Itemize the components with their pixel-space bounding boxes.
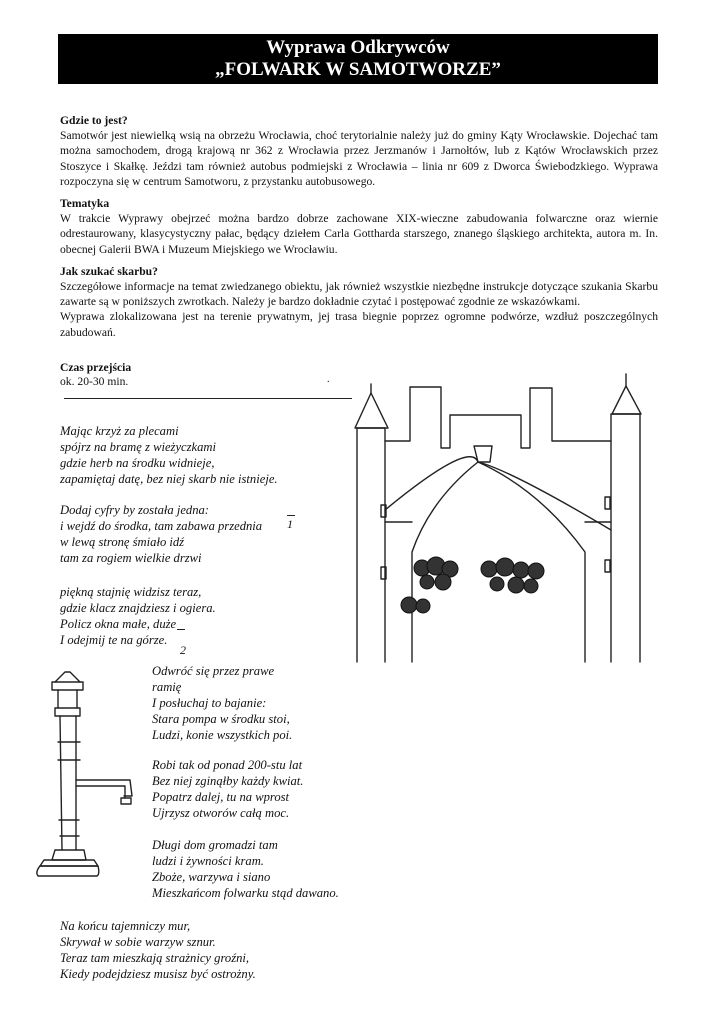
poem-line: Na końcu tajemniczy mur, [60, 919, 191, 933]
poem-line: Mieszkańcom folwarku stąd dawano. [152, 886, 339, 900]
footnote-2: 2 [180, 643, 186, 657]
time-heading: Czas przejścia [60, 361, 132, 374]
section-heading: Gdzie to jest? [60, 114, 128, 127]
poem-line: ramię [152, 680, 182, 694]
poem-line: Ludzi, konie wszystkich poi. [152, 728, 293, 742]
section-heading: Tematyka [60, 197, 110, 211]
poem-line: ludzi i żywności kram. [152, 854, 264, 868]
section-heading: Jak szukać skarbu? [60, 264, 158, 278]
poem-line: Teraz tam mieszkają strażnicy groźni, [60, 951, 250, 965]
title-line-1: Wyprawa Odkrywców [266, 37, 450, 58]
time-value: ok. 20-30 min. [60, 375, 129, 388]
poem-line: Ujrzysz otworów całą moc. [152, 806, 290, 820]
poem-line: Policz okna małe, duże [60, 617, 177, 631]
poem-line: i wejdź do środka, tam zabawa przednia [60, 519, 263, 533]
stray-dot: . [327, 374, 330, 385]
footnote-1: 1 [287, 517, 293, 531]
section-text: Wyprawa zlokalizowana jest na terenie prywatnym, jej trasa biegnie poprzez ogromne podwórze, wzdłuż poszczególnych zabudowań. [60, 310, 658, 339]
poem-line: Zboże, warzywa i siano [152, 870, 271, 884]
poem-line: I posłuchaj to bajanie: [152, 696, 267, 710]
poem-line: Popatrz dalej, tu na wprost [152, 790, 290, 804]
poem-line: I odejmij te na górze. [60, 633, 168, 647]
poem-line: spójrz na bramę z wieżyczkami [60, 440, 217, 454]
poem-line: Stara pompa w środku stoi, [152, 712, 290, 726]
poem-line: w lewą stronę śmiało idź [60, 535, 185, 549]
poem-line: zapamiętaj datę, bez niej skarb nie istnieje. [60, 472, 278, 486]
poem-line: Mając krzyż za plecami [60, 424, 179, 438]
poem-line: Długi dom gromadzi tam [152, 838, 278, 852]
title-line-2: „FOLWARK W SAMOTWORZE” [215, 59, 501, 80]
poem-line: Bez niej zginąłby każdy kwiat. [152, 774, 304, 788]
section-text: Szczegółowe informacje na temat zwiedzanego obiektu, jak również wszystkie niezbędne instrukcje dotyczące szukania Skarbu zawarte są w poniższych zwrotkach. Należy je bardzo dokładnie czytać i postępować zgodnie ze wskazówkami. [60, 280, 658, 309]
poem-line: gdzie klacz znajdziesz i ogiera. [60, 601, 216, 615]
section-text: W trakcie Wyprawy obejrzeć można bardzo dobrze zachowane XIX-wieczne zabudowania folwarczne oraz wiernie odrestaurowany, klasycystyczny pałac, będący dziełem Carla Gottharda starszego, znanego śląskiego architekta, autora m. In. obecnej Galerii BWA i Muzeum Miejskiego we Wrocławiu. [60, 212, 658, 256]
poem-line: Robi tak od ponad 200-stu lat [152, 758, 303, 772]
poem-line: Odwróć się przez prawe [152, 664, 275, 678]
poem-line: Dodaj cyfry by została jedna: [60, 503, 209, 517]
poem-line: Skrywał w sobie warzyw sznur. [60, 935, 216, 949]
poem-line: gdzie herb na środku widnieje, [60, 456, 215, 470]
poem-line: tam za rogiem wielkie drzwi [60, 551, 202, 565]
poem-line: piękną stajnię widzisz teraz, [60, 585, 202, 599]
section-text: Samotwór jest niewielką wsią na obrzeżu Wrocławia, choć terytorialnie należy już do gminy Kąty Wrocławskie. Dojechać tam można samochodem, drogą krajową nr 362 z Wrocławia przez Jerzmanów i Jarnołtów, lub z Kątów Wrocławskich przez Stoszyce i Skałkę. Jeździ tam również autobus podmiejski z Wrocławia – linia nr 609 z Dworca Świebodzkiego. Wyprawa rozpoczyna się w centrum Samotworu, z przystanku autobusowego. [60, 129, 658, 188]
poem-line: Kiedy podejdziesz musisz być ostrożny. [60, 967, 256, 981]
